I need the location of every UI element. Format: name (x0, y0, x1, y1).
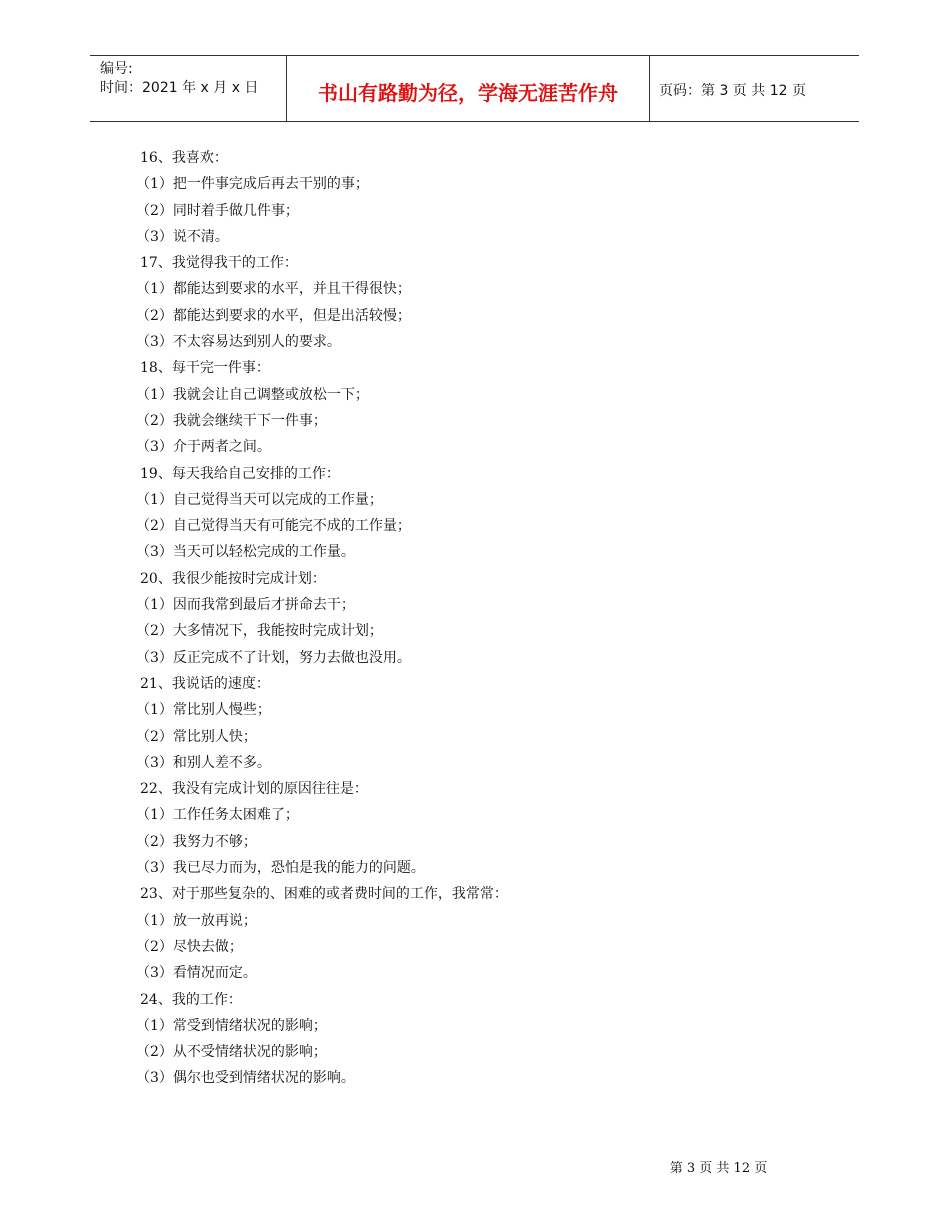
question-option: （2）自己觉得当天有可能完不成的工作量； (136, 518, 411, 535)
question-text: 23、对于那些复杂的、困难的或者费时间的工作，我常常： (140, 886, 508, 903)
header-bottom-rule (90, 121, 859, 122)
question-text: 17、我觉得我干的工作： (140, 255, 298, 272)
question-option: （1）放一放再说； (136, 912, 257, 929)
question-option: （2）都能达到要求的水平，但是出活较慢； (136, 307, 411, 324)
question-option: （3）看情况而定。 (136, 965, 257, 982)
question-option: （3）不太容易达到别人的要求。 (136, 334, 341, 351)
question-option: （1）都能达到要求的水平，并且干得很快； (136, 281, 411, 298)
question-option: （3）介于两者之间。 (136, 439, 271, 456)
question-text: 24、我的工作： (140, 991, 242, 1008)
question-text: 16、我喜欢： (140, 150, 228, 166)
question-option: （2）大多情况下，我能按时完成计划； (136, 623, 383, 640)
question-option: （3）我已尽力而为，恐怕是我的能力的问题。 (136, 860, 425, 877)
question-text: 21、我说话的速度： (140, 675, 270, 692)
header-top-rule (90, 55, 859, 56)
question-option: （1）我就会让自己调整或放松一下； (136, 386, 369, 403)
question-option: （2）我就会继续干下一件事； (136, 412, 327, 429)
question-option: （1）把一件事完成后再去干别的事； (136, 176, 369, 193)
header-motto: 书山有路勤为径，学海无涯苦作舟 (318, 81, 618, 105)
question-option: （1）自己觉得当天可以完成的工作量； (136, 491, 383, 508)
question-option: （2）尽快去做； (136, 938, 243, 955)
question-option: （3）和别人差不多。 (136, 754, 271, 771)
question-option: （2）从不受情绪状况的影响； (136, 1044, 327, 1061)
time-label: 时间：2021 年 x 月 x 日 (100, 80, 259, 96)
header-divider-right (649, 55, 650, 121)
question-option: （1）工作任务太困难了； (136, 807, 299, 824)
question-text: 20、我很少能按时完成计划： (140, 570, 326, 587)
question-text: 19、每天我给自己安排的工作： (140, 465, 340, 482)
question-option: （3）偶尔也受到情绪状况的影响。 (136, 1070, 355, 1087)
question-option: （3）当天可以轻松完成的工作量。 (136, 544, 355, 561)
question-list (136, 145, 840, 1092)
question-text: 18、每干完一件事： (140, 360, 270, 377)
question-option: （3）反正完成不了计划，努力去做也没用。 (136, 649, 411, 666)
question-option: （2）常比别人快； (136, 728, 257, 745)
serial-label: 编号: (100, 61, 133, 77)
page-footer (0, 1157, 950, 1176)
page-code: 页码：第 3 页 共 12 页 (659, 83, 806, 99)
question-option: （2）我努力不够； (136, 833, 257, 850)
footer-page-number: 第 3 页 共 12 页 (669, 1161, 768, 1176)
question-option: （1）常比别人慢些； (136, 702, 271, 719)
question-option: （2）同时着手做几件事； (136, 202, 299, 219)
question-option: （3）说不清。 (136, 228, 229, 245)
question-option: （1）因而我常到最后才拼命去干； (136, 597, 355, 614)
question-text: 22、我没有完成计划的原因往往是： (140, 781, 368, 798)
question-option: （1）常受到情绪状况的影响； (136, 1017, 327, 1034)
